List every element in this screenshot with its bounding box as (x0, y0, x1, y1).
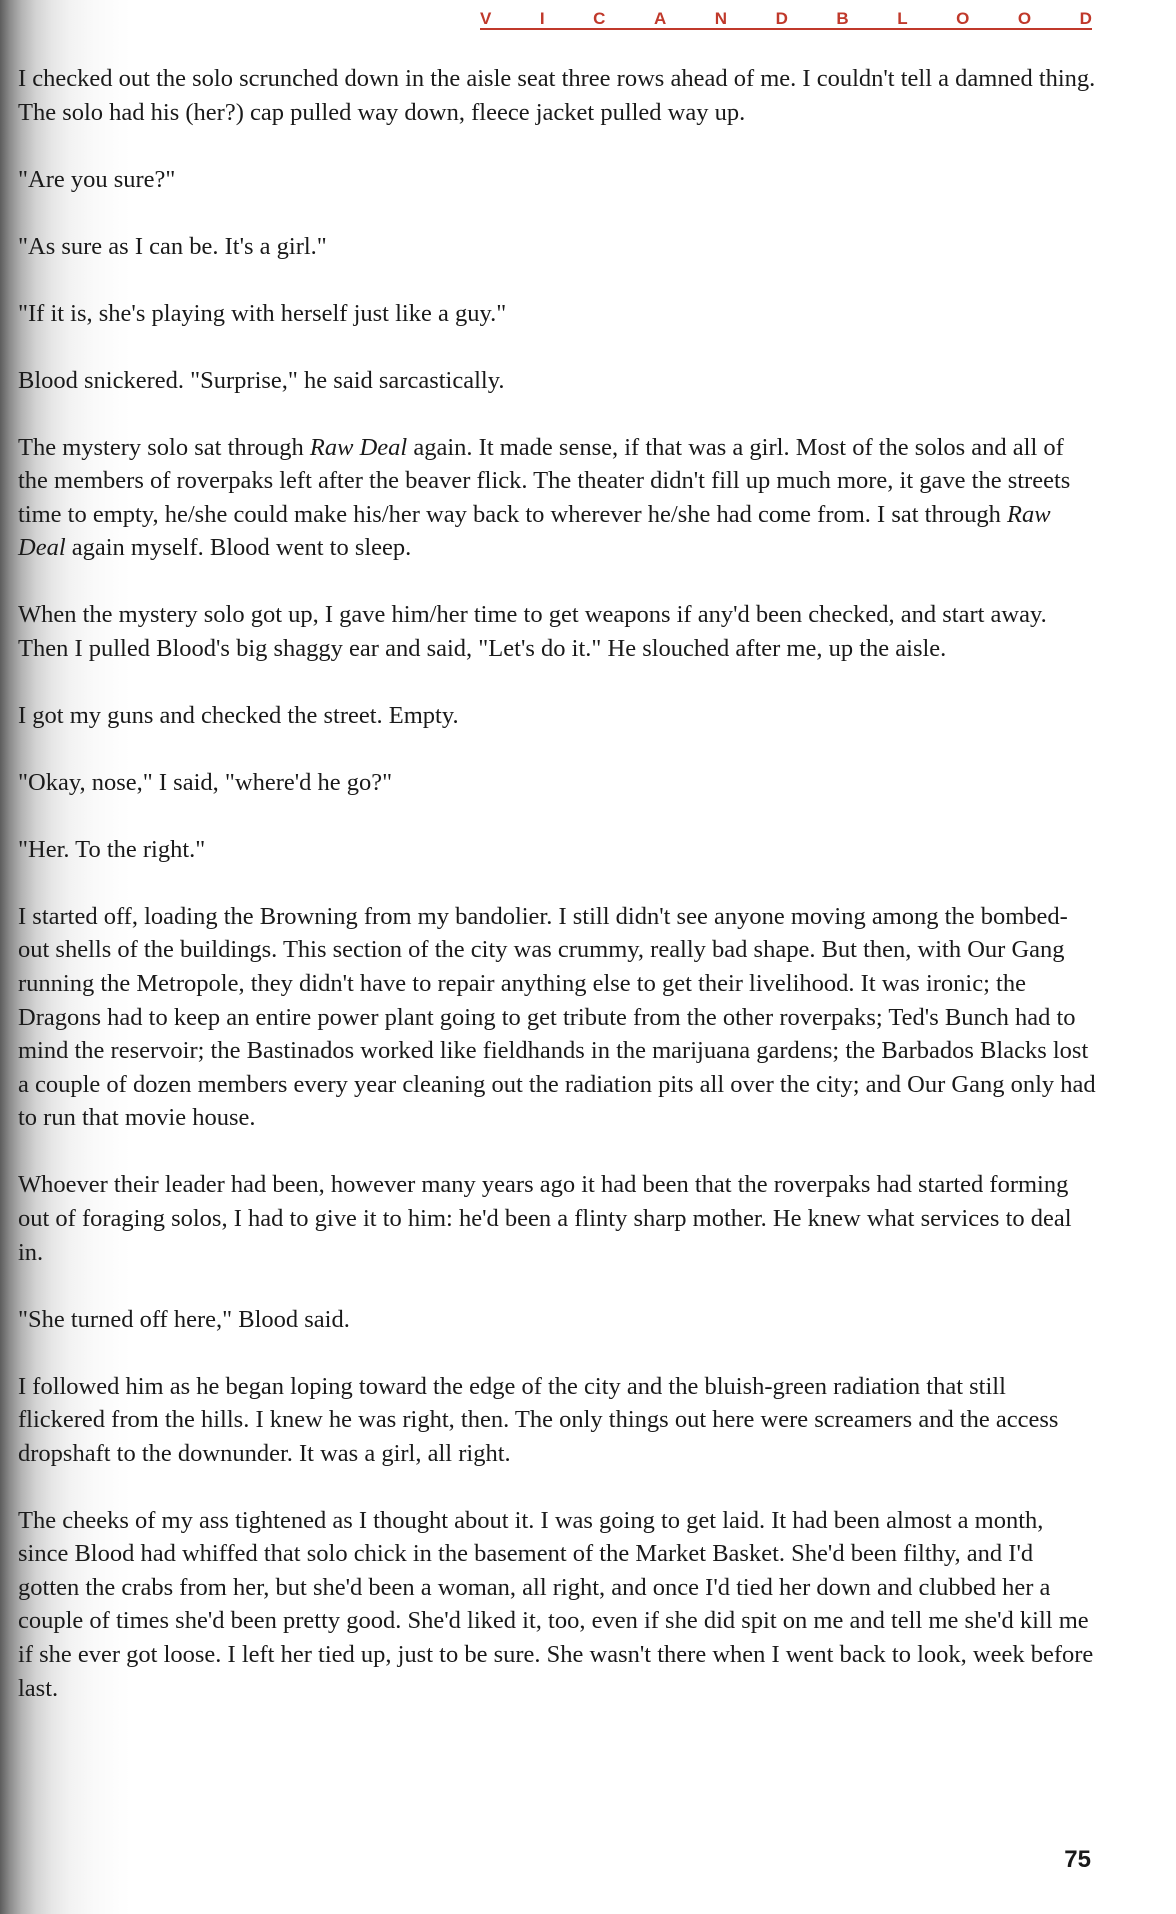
paragraph-text: When the mystery solo got up, I gave him/her time to get weapons if any'd been checked, and start away. Then I pulled Blood's big shaggy ear and said, "Let's do it." He slouched after me, up the aisle. (18, 601, 1047, 662)
running-head-letter: N (714, 9, 728, 28)
paragraph (18, 833, 1098, 867)
paragraph-text: I started off, loading the Browning from my bandolier. I still didn't see anyone moving among the bombed-out shells of the buildings. This section of the city was crummy, really bad shape. But then, with Our Gang running the Metropole, they didn't have to repair anything else to get their livelihood. It was ironic; the Dragons had to keep an entire power plant going to get tribute from the other roverpaks; Ted's Bunch had to mind the reservoir; the Bastinados worked like fieldhands in the marijuana gardens; the Barbados Blacks lost a couple of dozen members every year cleaning out the radiation pits all over the city; and Our Gang only had to run that movie house. (18, 902, 1096, 1132)
paragraph-text: Whoever their leader had been, however many years ago it had been that the roverpaks had started forming out of foraging solos, I had to give it to him: he'd been a flinty sharp mother. He knew what services to deal in. (18, 1171, 1072, 1266)
paragraph-text: I got my guns and checked the street. Empty. (18, 701, 459, 729)
paragraph-text: The cheeks of my ass tightened as I thought about it. I was going to get laid. It had been almost a month, since Blood had whiffed that solo chick in the basement of the Market Basket. She'd been filthy, and I'd gotten the crabs from her, but she'd been a woman, all right, and once I'd tied her down and clubbed her a couple of times she'd been pretty good. She'd liked it, too, even if she did spit on me and tell me she'd kill me if she ever got loose. I left her tied up, just to be sure. She wasn't there when I went back to look, week before last. (18, 1506, 1094, 1702)
paragraph-text: I followed him as he began loping toward the edge of the city and the bluish-green radiation that still flickered from the hills. I knew he was right, then. The only things out here were screamers and the access dropshaft to the downunder. It was a girl, all right. (18, 1372, 1059, 1467)
paragraph (18, 297, 1098, 331)
running-head-letter: O (956, 9, 970, 28)
running-head-letter: I (539, 9, 545, 28)
running-head-letter: V (480, 9, 492, 28)
paragraph-text: The mystery solo sat through (18, 433, 310, 461)
body-text (18, 62, 1098, 1739)
paragraph-text: "She turned off here," Blood said. (18, 1305, 350, 1333)
running-head-letter: L (897, 9, 908, 28)
paragraph-text: again. It made sense, if that was a girl. Most of the solos and all of the members of roverpaks left after the beaver flick. The theater didn't fill up much more, it gave the streets time to empty, he/she could make his/her way back to wherever he/she had come from. I sat through (18, 433, 1071, 528)
paragraph (18, 1303, 1098, 1337)
page-number: 75 (1064, 1846, 1091, 1873)
paragraph-text: I checked out the solo scrunched down in the aisle seat three rows ahead of me. I couldn't tell a damned thing. The solo had his (her?) cap pulled way down, fleece jacket pulled way up. (18, 65, 1096, 126)
paragraph (18, 699, 1098, 733)
paragraph (18, 431, 1098, 565)
paragraph (18, 230, 1098, 264)
paragraph (18, 900, 1098, 1135)
paragraph (18, 62, 1098, 129)
paragraph-text: "As sure as I can be. It's a girl." (18, 232, 327, 260)
running-head-letter: O (1017, 9, 1032, 28)
paragraph-text: again myself. Blood went to sleep. (65, 534, 412, 562)
italic-title-text: Raw Deal (309, 433, 408, 461)
paragraph-text: Blood snickered. "Surprise," he said sarcastically. (18, 366, 505, 394)
running-head-letter: C (593, 9, 606, 28)
paragraph-text: "If it is, she's playing with herself just like a guy." (18, 299, 507, 327)
paragraph (18, 163, 1098, 197)
running-head-letter: D (1079, 9, 1092, 28)
running-head-letter: B (836, 9, 849, 28)
italic-title-text: Raw Deal (18, 500, 1051, 562)
paragraph (18, 598, 1098, 665)
paragraph (18, 766, 1098, 800)
paragraph (18, 1504, 1098, 1706)
running-head-letter: A (653, 9, 667, 28)
running-head-letter: D (775, 9, 788, 28)
paragraph-text: "Her. To the right." (18, 835, 206, 863)
paragraph-text: "Are you sure?" (18, 165, 176, 193)
paragraph-text: "Okay, nose," I said, "where'd he go?" (18, 768, 393, 796)
running-head (480, 6, 1092, 30)
paragraph (18, 1370, 1098, 1471)
paragraph (18, 364, 1098, 398)
paragraph (18, 1168, 1098, 1269)
